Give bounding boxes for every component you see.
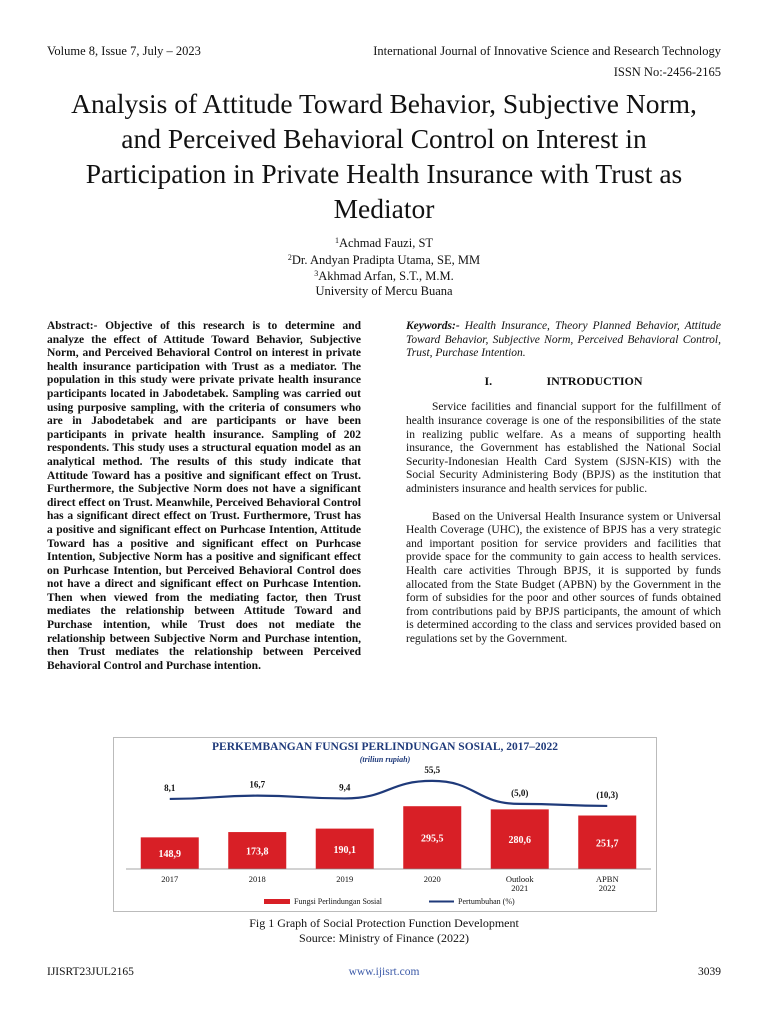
x-tick-label-0-0: 2017 [161,874,179,884]
chart-svg [114,738,656,911]
paper-title: Analysis of Attitude Toward Behavior, Subjective Norm, and Perceived Behavioral Control on Interest in Participation in Private Health Insurance with Trust as Mediator [71,88,697,224]
growth-label-5: (10,3) [596,789,619,800]
affiliation: University of Mercu Buana [315,283,453,298]
caption-title: Fig 1 Graph of Social Protection Function Development [249,916,519,930]
paper-id: IJISRT23JUL2165 [47,966,134,978]
x-tick-label-4-0: Outlook [505,874,534,884]
journal-name: International Journal of Innovative Science and Research Technology [373,44,721,58]
bar-label-5: 251,7 [596,838,619,850]
x-tick-label-3-0: 2020 [423,874,441,884]
bar-label-4: 280,6 [508,835,531,847]
growth-line [170,781,608,806]
intro-paragraph-1: Service facilities and financial support for the fulfillment of health insurance coverage is one of the responsibilities of the state in realizing public welfare. As a means of supporting health insurance, the Government has established the National Social Security-Indonesian Health Card System (SJSN-KIS) with the Social Security Administering Body (BPJS) as the institution that administers insurance and health services for public. [406,401,721,495]
website-link[interactable]: www.ijisrt.com [348,966,420,978]
growth-label-2: 9,4 [339,782,351,793]
bar-label-3: 295,5 [421,833,444,845]
x-tick-label-1-0: 2018 [248,874,266,884]
bar-label-1: 173,8 [246,846,269,858]
intro-paragraph-2: Based on the Universal Health Insurance system or Universal Health Coverage (UHC), the existence of BPJS has a very strategic and important position for service providers and facilities that provide space for the community to gain access to health services. Health care activities Through BPJS, it is supported by funds allocated from the State Budget (APBN) by the Government in the form of subsidies for the poor and other sources of funds obtained from contributions paid by BPJS participants, the amount of which is determined according to the class and services provided based on regulations set by the Government. [406,510,721,645]
growth-label-1: 16,7 [249,779,266,790]
legend-label-bars: Fungsi Perlindungan Sosial [294,897,383,906]
growth-label-3: 55,5 [424,764,441,775]
abstract: Abstract:- Objective of this research is to determine and analyze the effect of Attitude Toward Behavior, Subjective Norm, and Perceived Behavioral Control on interest in private health insurance participation with Trust as a mediator. The population in this study were private private health insurance participants located in Jabodetabek. Sampling was carried out using purposive sampling, with the criteria of consumers who are in Jabodetabek and are participants or have been participants in private health insurance. Sampling of 202 respondents. This study uses a structural equation model as an analytical method. The results of this study indicate that Attitude Toward has a positive and significant effect on Trust. Furthermore, the Subjective Norm does not have a significant direct effect on Trust. Meanwhile, Perceived Behavioral Control has a significant direct effect on Trust. Furthermore, Trust has a positive and significant effect on Purhcase Intention, Attitude Toward has a positive and significant effect on Purhcase Intention, Subjective Norm has a positive and significant effect on Purhcase Intention, but Perceived Behavioral Control does not have a direct and significant effect on Purhcase Intention. Then when viewed from the mediating factor, then Trust mediates the relationship between Attitude Toward and Purchase intention, while Trust does not mediate the relationship between Subjective Norm and Purchase intention, then Trust mediates the relationship between Perceived Behavioral Control and Purchase intention. [47,320,361,672]
right-column [406,320,721,660]
x-tick-label-2-0: 2019 [336,874,354,884]
keywords: Keywords:- Health Insurance, Theory Planned Behavior, Attitude Toward Behavior, Subjective Norm, Perceived Behavioral Control, Trust, Purchase Intention. [406,320,721,360]
issn: ISSN No:-2456-2165 [613,65,721,79]
bar-label-2: 190,1 [333,844,356,856]
caption-source: Source: Ministry of Finance (2022) [299,930,469,945]
x-tick-label-4-1: 2021 [511,883,529,893]
volume-info: Volume 8, Issue 7, July – 2023 [47,44,201,58]
author-1: $^1$Achmad Fauzi, ST [334,236,434,250]
legend-swatch-bars [264,899,290,904]
author-3: $^3$Akhmad Arfan, S.T., M.M. [314,269,454,283]
growth-label-0: 8,1 [164,782,176,793]
author-2: $^2$Dr. Andyan Pradipta Utama, SE, MM [287,252,481,267]
growth-label-4: (5,0) [511,787,529,798]
bar-label-0: 148,9 [158,849,181,861]
chart-subtitle: (triliun rupiah) [359,755,411,764]
chart-figure [113,737,657,912]
chart-title: PERKEMBANGAN FUNGSI PERLINDUNGAN SOSIAL, 2017–2022 [212,741,558,753]
legend-label-line: Pertumbuhan (%) [458,897,515,906]
page-number: 3039 [698,966,721,978]
author-block [0,234,768,298]
x-tick-label-5-1: 2022 [598,883,616,893]
figure-caption [0,916,768,945]
x-tick-label-5-0: APBN [595,874,619,884]
section-heading: I. INTRODUCTION [484,373,643,388]
